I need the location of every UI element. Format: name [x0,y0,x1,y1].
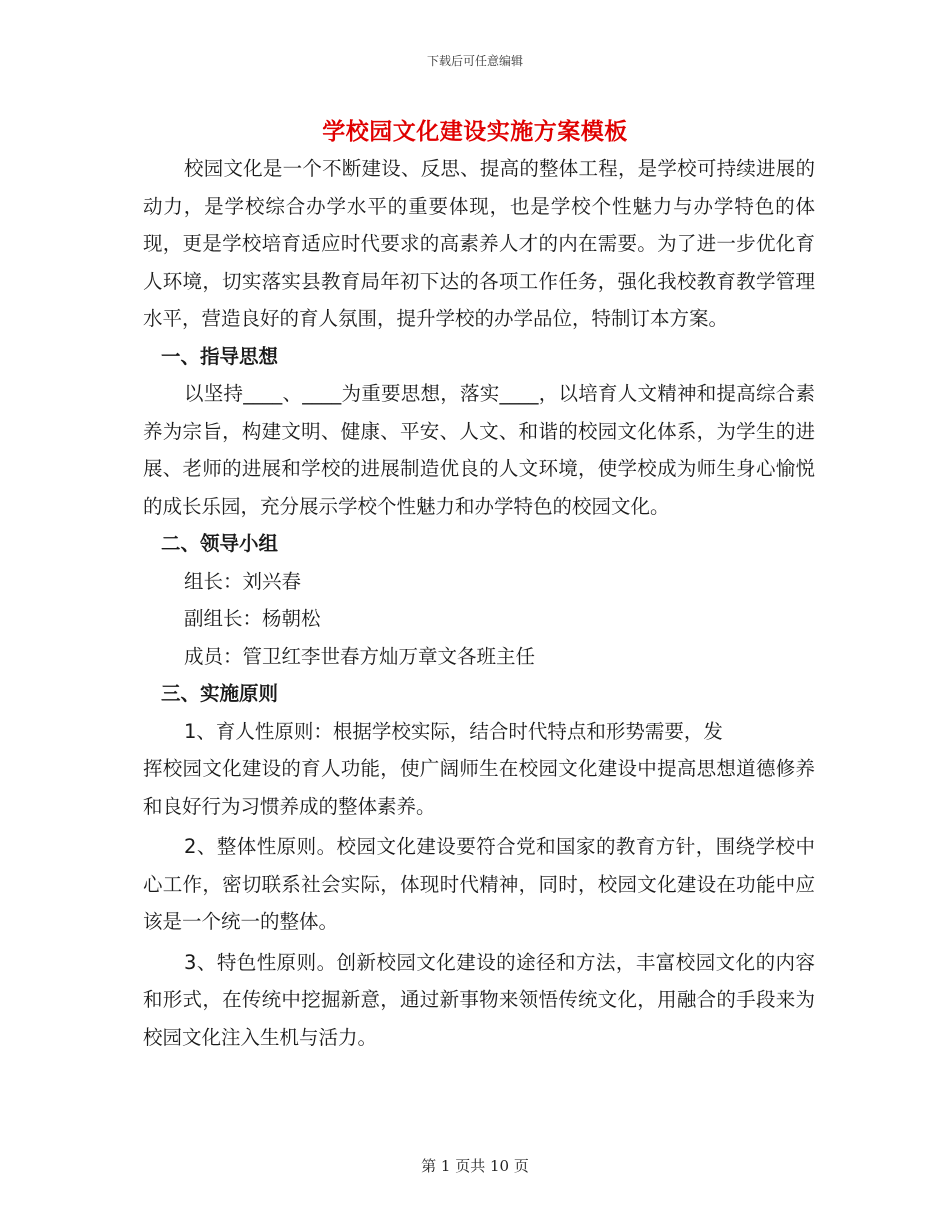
document-body [143,150,815,1056]
intro-paragraph: 校园文化是一个不断建设、反思、提高的整体工程，是学校可持续进展的动力，是学校综合办学水平的重要体现，也是学校个性魅力与办学特色的体现，更是学校培育适应时代要求的高素养人才的内在需要。为了进一步优化育人环境，切实落实县教育局年初下达的各项工作任务，强化我校教育教学管理水平，营造良好的育人氛围，提升学校的办学品位，特制订本方案。 [143,157,815,330]
section-heading-guiding-ideology: 一、指导思想 [161,344,279,368]
page-header: 下载后可任意编辑 [426,54,523,68]
group-leader-line: 组长：刘兴春 [184,569,302,593]
page-footer: 第 1 页共 10 页 [421,1157,529,1175]
document-title: 学校园文化建设实施方案模板 [322,119,628,145]
principle-2-paragraph: 2、整体性原则。校园文化建设要符合党和国家的教育方针，围绕学校中心工作，密切联系社会实际，体现时代精神，同时，校园文化建设在功能中应该是一个统一的整体。 [143,835,815,933]
principle-1-first-line: 1、育人性原则：根据学校实际，结合时代特点和形势需要，发 [184,719,723,743]
members-line: 成员：管卫红李世春方灿万章文各班主任 [184,644,536,668]
principle-3-paragraph: 3、特色性原则。创新校园文化建设的途径和方法，丰富校园文化的内容和形式，在传统中挖掘新意，通过新事物来领悟传统文化，用融合的手段来为校园文化注入生机与活力。 [143,950,815,1049]
section-heading-leadership-group: 二、领导小组 [161,532,279,555]
section-heading-principles: 三、实施原则 [161,682,279,705]
principle-1-continued: 挥校园文化建设的育人功能，使广阔师生在校园文化建设中提高思想道德修养和良好行为习惯养成的整体素养。 [143,757,815,818]
vice-leader-line: 副组长：杨朝松 [184,607,321,630]
guiding-ideology-paragraph: 以坚持____、____为重要思想，落实____，以培育人文精神和提高综合素养为宗旨，构建文明、健康、平安、人文、和谐的校园文化体系，为学生的进展、老师的进展和学校的进展制造优良的人文环境，使学校成为师生身心愉悦的成长乐园，充分展示学校个性魅力和办学特色的校园文化。 [143,382,815,518]
